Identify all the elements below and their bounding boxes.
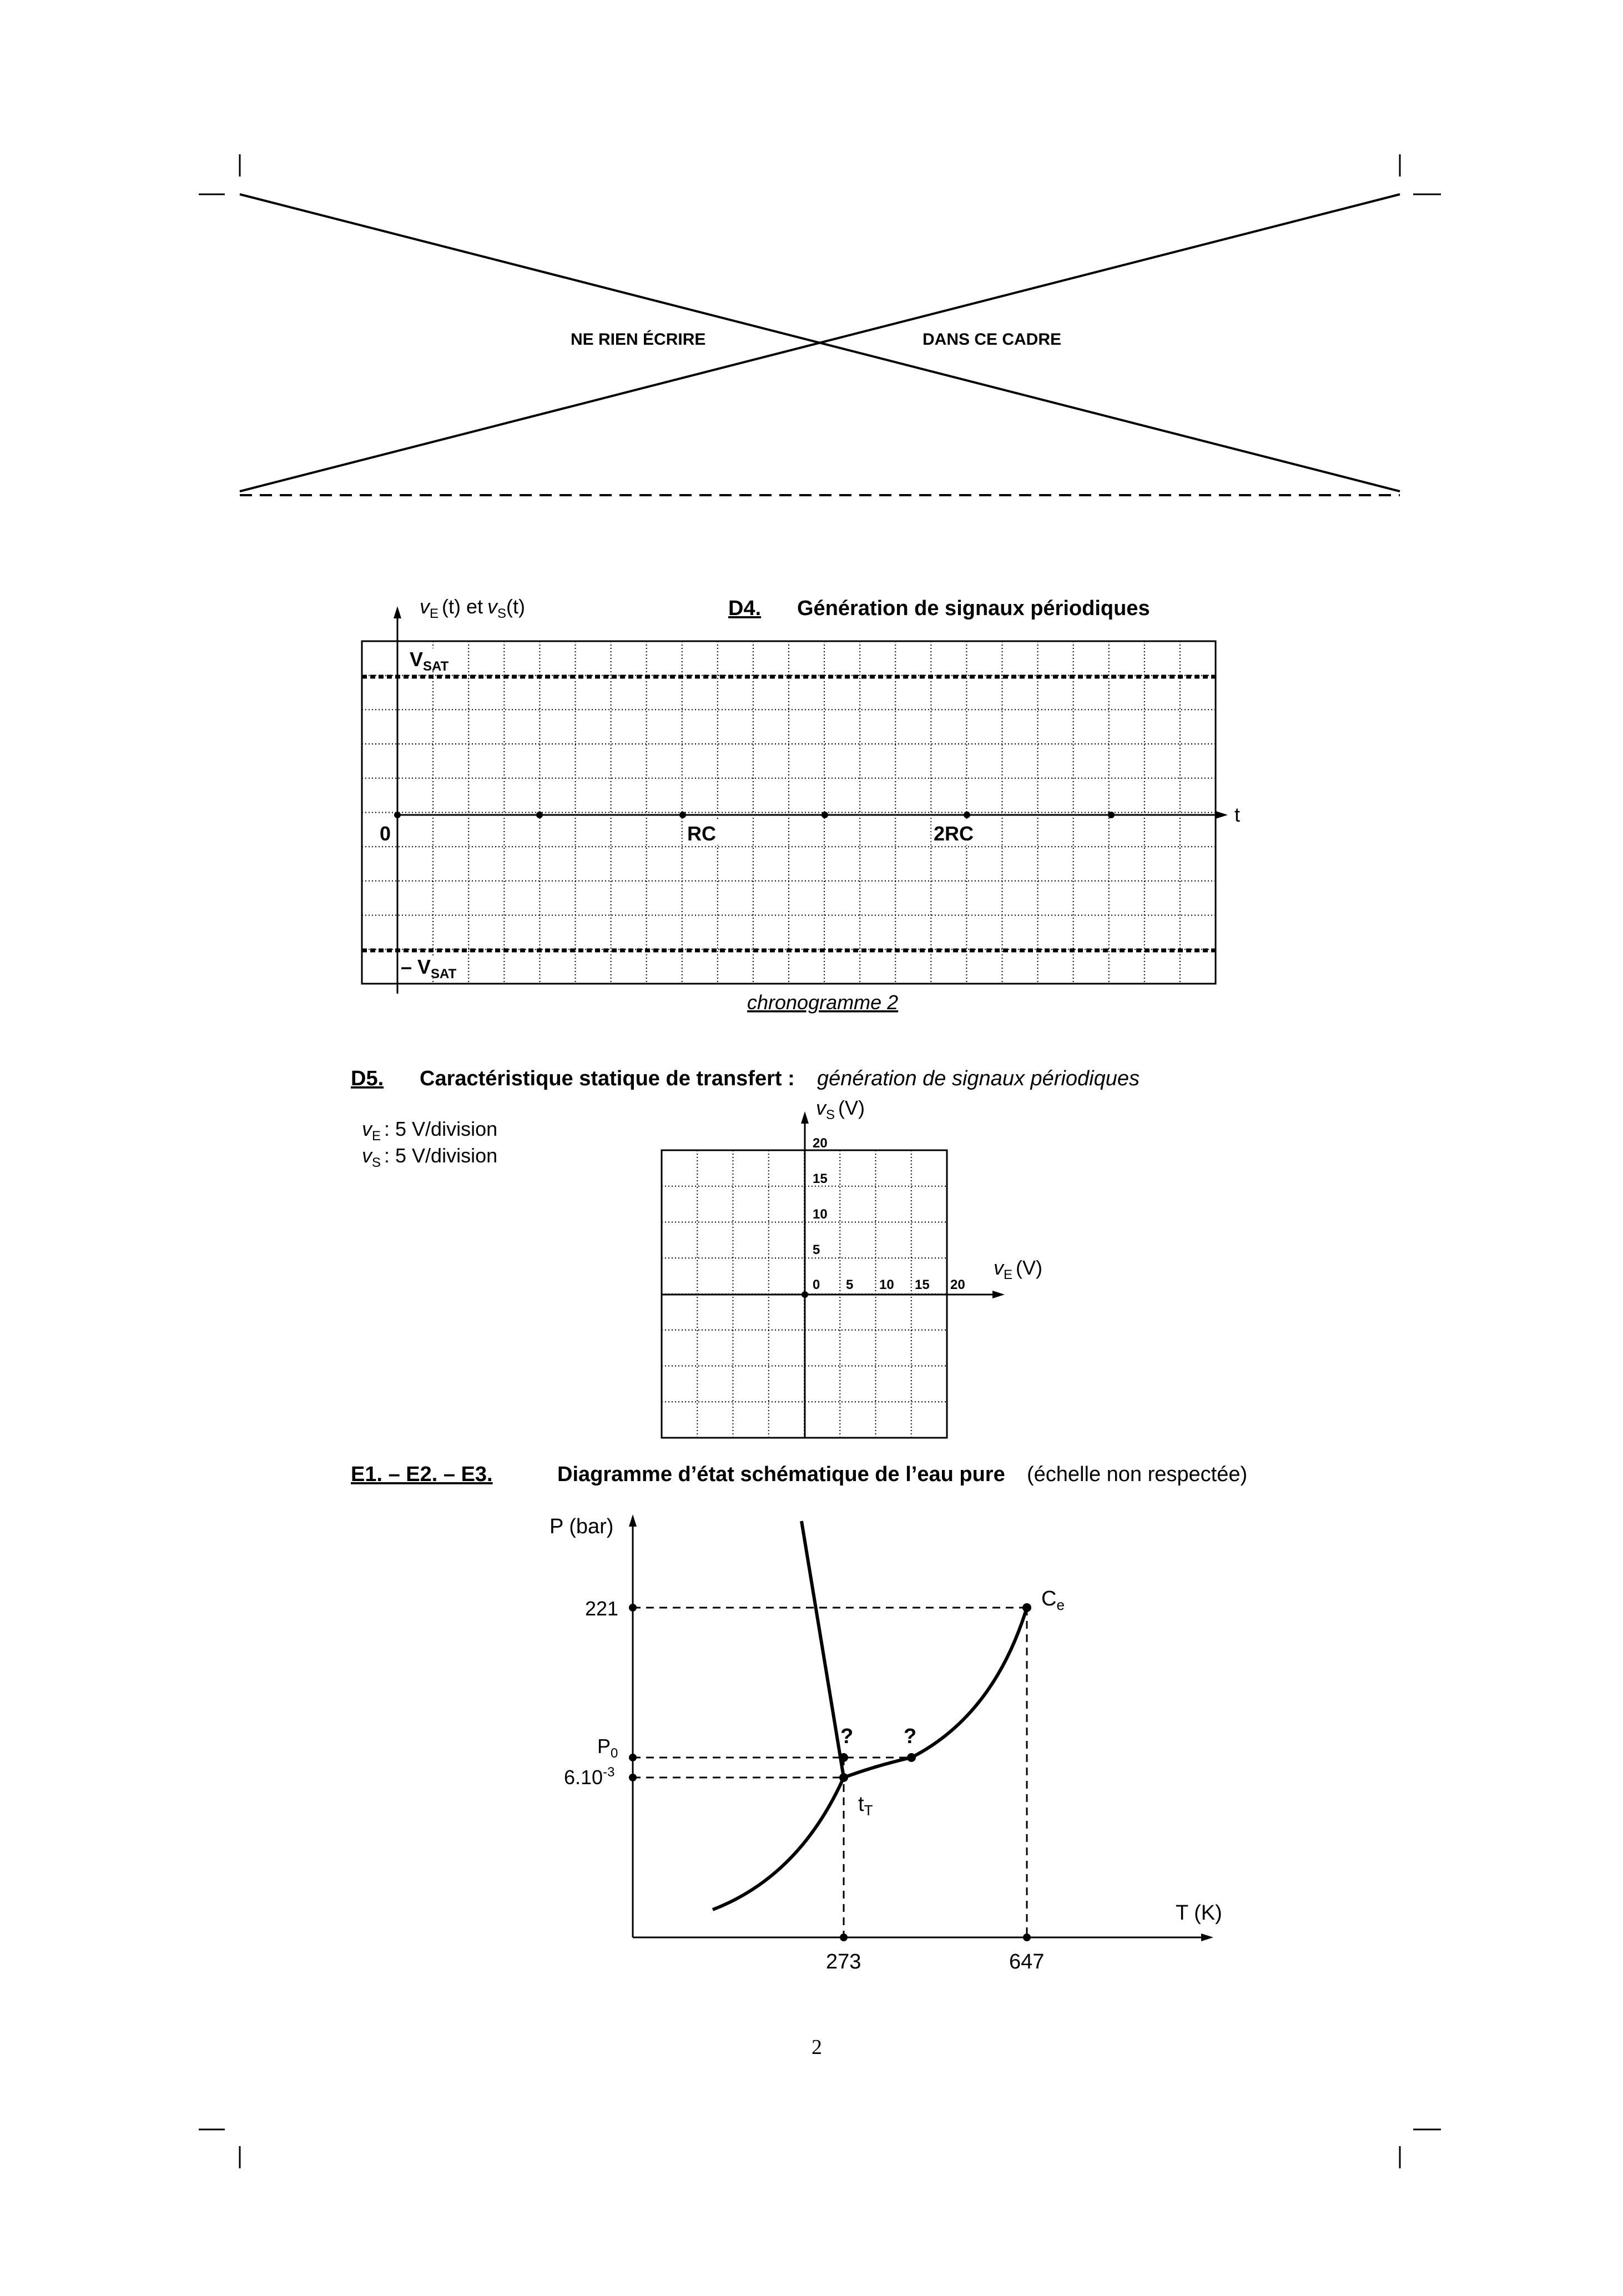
fusion-point-question bbox=[839, 1753, 848, 1762]
p221-label: 221 bbox=[585, 1597, 619, 1620]
vs-tick-20: 20 bbox=[813, 1136, 828, 1151]
p0-label: $P_0$ bbox=[597, 1735, 618, 1761]
rc-label: RC bbox=[687, 822, 716, 845]
critical-point-label: $C_e$ bbox=[1041, 1587, 1065, 1613]
d5-section bbox=[351, 1067, 1140, 1438]
vsat-label: $V_{SAT}$ bbox=[410, 648, 449, 674]
vs-axis-label: $v_S$ (V) bbox=[816, 1096, 865, 1122]
e-label: E1. – E2. – E3. bbox=[351, 1463, 493, 1486]
origin-label: 0 bbox=[380, 822, 391, 845]
guide-lines bbox=[633, 1608, 1027, 1937]
d4-section bbox=[362, 595, 1240, 1014]
chronogram-y-axis-label: $v_E$ (t) et $v_S(t)$ bbox=[420, 595, 526, 621]
d5-subtitle: génération de signaux périodiques bbox=[817, 1067, 1140, 1090]
t-axis-label: t bbox=[1234, 803, 1241, 826]
p-triple-label: $6.10^{-3}$ bbox=[564, 1765, 615, 1789]
y-axis-arrow-icon bbox=[394, 606, 401, 618]
e-note: (échelle non respectée) bbox=[1027, 1463, 1248, 1486]
temperature-axis-arrow-icon bbox=[1201, 1934, 1213, 1941]
vs-axis-arrow-icon bbox=[801, 1111, 809, 1124]
d5-label: D5. bbox=[351, 1067, 384, 1090]
diagram-points bbox=[629, 1603, 1031, 1941]
ve-tick-5: 5 bbox=[846, 1277, 854, 1292]
d4-label: D4. bbox=[728, 597, 762, 620]
vs-tick-5: 5 bbox=[813, 1242, 820, 1257]
t647-label: 647 bbox=[1009, 1950, 1045, 1973]
transfer-origin-label: 0 bbox=[813, 1277, 820, 1292]
ve-tick-20: 20 bbox=[950, 1277, 965, 1292]
sublimation-curve bbox=[713, 1778, 844, 1910]
triple-point bbox=[839, 1773, 848, 1782]
ve-axis-label: $v_E$ (V) bbox=[994, 1256, 1043, 1282]
vs-tick-15: 15 bbox=[813, 1171, 828, 1186]
boiling-point-question bbox=[907, 1753, 916, 1762]
two-rc-label: 2RC bbox=[934, 822, 974, 845]
vs-tick-10: 10 bbox=[813, 1207, 828, 1222]
fusion-curve bbox=[802, 1521, 844, 1778]
transfer-origin-point bbox=[802, 1291, 808, 1298]
t-axis-arrow-icon bbox=[1216, 811, 1228, 819]
footer-crop-marks bbox=[199, 2129, 1441, 2168]
chronogram-grid bbox=[362, 641, 1216, 984]
scale-vs: $v_S$ : 5 V/division bbox=[362, 1144, 498, 1170]
fusion-question-label: ? bbox=[840, 1725, 854, 1748]
no-write-frame bbox=[199, 154, 1441, 495]
phase-diagram-section bbox=[351, 1463, 1247, 1973]
triple-point-label: $t_T$ bbox=[858, 1793, 873, 1819]
ve-axis-arrow-icon bbox=[992, 1291, 1005, 1298]
ve-tick-10: 10 bbox=[879, 1277, 894, 1292]
scale-ve: $v_E$ : 5 V/division bbox=[362, 1117, 498, 1144]
neg-vsat-label: – $V_{SAT}$ bbox=[401, 955, 457, 981]
header-left-text: NE RIEN ÉCRIRE bbox=[571, 330, 706, 349]
pressure-axis-label: P (bar) bbox=[550, 1515, 614, 1538]
vaporization-curve bbox=[844, 1608, 1027, 1778]
temperature-axis-label: T (K) bbox=[1176, 1901, 1222, 1925]
boiling-question-label: ? bbox=[904, 1725, 917, 1748]
t273-label: 273 bbox=[826, 1950, 861, 1973]
page-number: 2 bbox=[811, 2036, 822, 2059]
ve-tick-15: 15 bbox=[915, 1277, 930, 1292]
d4-title: Génération de signaux périodiques bbox=[797, 597, 1150, 620]
pressure-axis-arrow-icon bbox=[629, 1514, 637, 1527]
header-right-text: DANS CE CADRE bbox=[923, 330, 1062, 349]
chronogram-caption: chronogramme 2 bbox=[747, 991, 899, 1014]
critical-point bbox=[1022, 1603, 1031, 1612]
e-title: Diagramme d’état schématique de l’eau pure bbox=[557, 1463, 1005, 1486]
d5-title: Caractéristique statique de transfert : bbox=[420, 1067, 795, 1090]
